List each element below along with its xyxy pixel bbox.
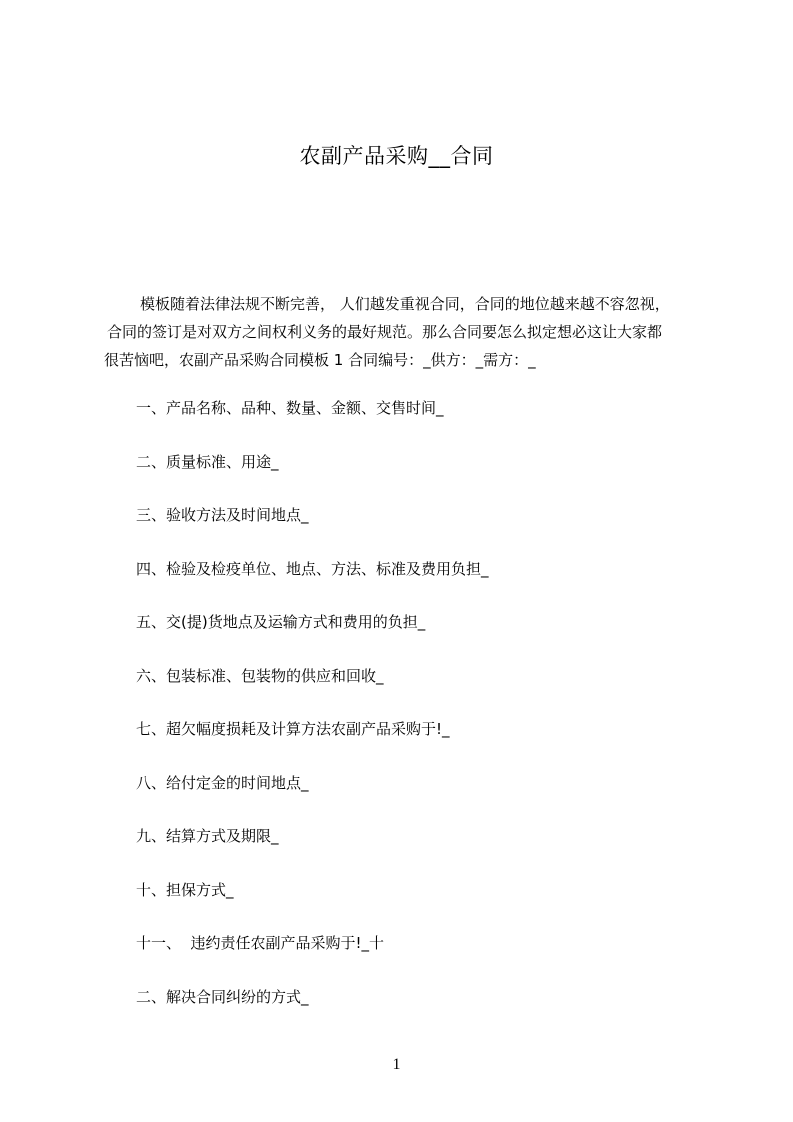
- clause-item: 十、担保方式_: [136, 881, 234, 899]
- clause-item: 二、解决合同纠纷的方式_: [136, 988, 309, 1006]
- clause-item: 十一、 违约责任农副产品采购于!_十: [136, 934, 385, 952]
- clause-item: 四、检验及检疫单位、地点、方法、标准及费用负担_: [136, 560, 489, 578]
- clause-item: 七、超欠幅度损耗及计算方法农副产品采购于!_: [136, 720, 450, 738]
- clause-item: 六、包装标准、包装物的供应和回收_: [136, 667, 384, 685]
- clause-item: 五、交(提)货地点及运输方式和费用的负担_: [136, 613, 426, 631]
- page-number: 1: [392, 1056, 401, 1073]
- document-title: 农副产品采购__合同: [299, 144, 494, 168]
- clause-item: 九、结算方式及期限_: [136, 827, 279, 845]
- intro-paragraph: [104, 290, 704, 374]
- clause-item: 二、质量标准、用途_: [136, 453, 279, 471]
- intro-line: 很苦恼吧，农副产品采购合同模板 1 合同编号：_供方：_需方：_: [104, 351, 536, 369]
- clause-item: 三、验收方法及时间地点_: [136, 506, 309, 524]
- clause-item: 一、产品名称、品种、数量、金额、交售时间_: [136, 399, 444, 417]
- clause-item: 八、给付定金的时间地点_: [136, 774, 309, 792]
- intro-line: 合同的签订是对双方之间权利义务的最好规范。那么合同要怎么拟定想必这让大家都: [107, 323, 663, 341]
- intro-line: 模板随着法律法规不断完善， 人们越发重视合同，合同的地位越来越不容忽视，: [140, 295, 670, 313]
